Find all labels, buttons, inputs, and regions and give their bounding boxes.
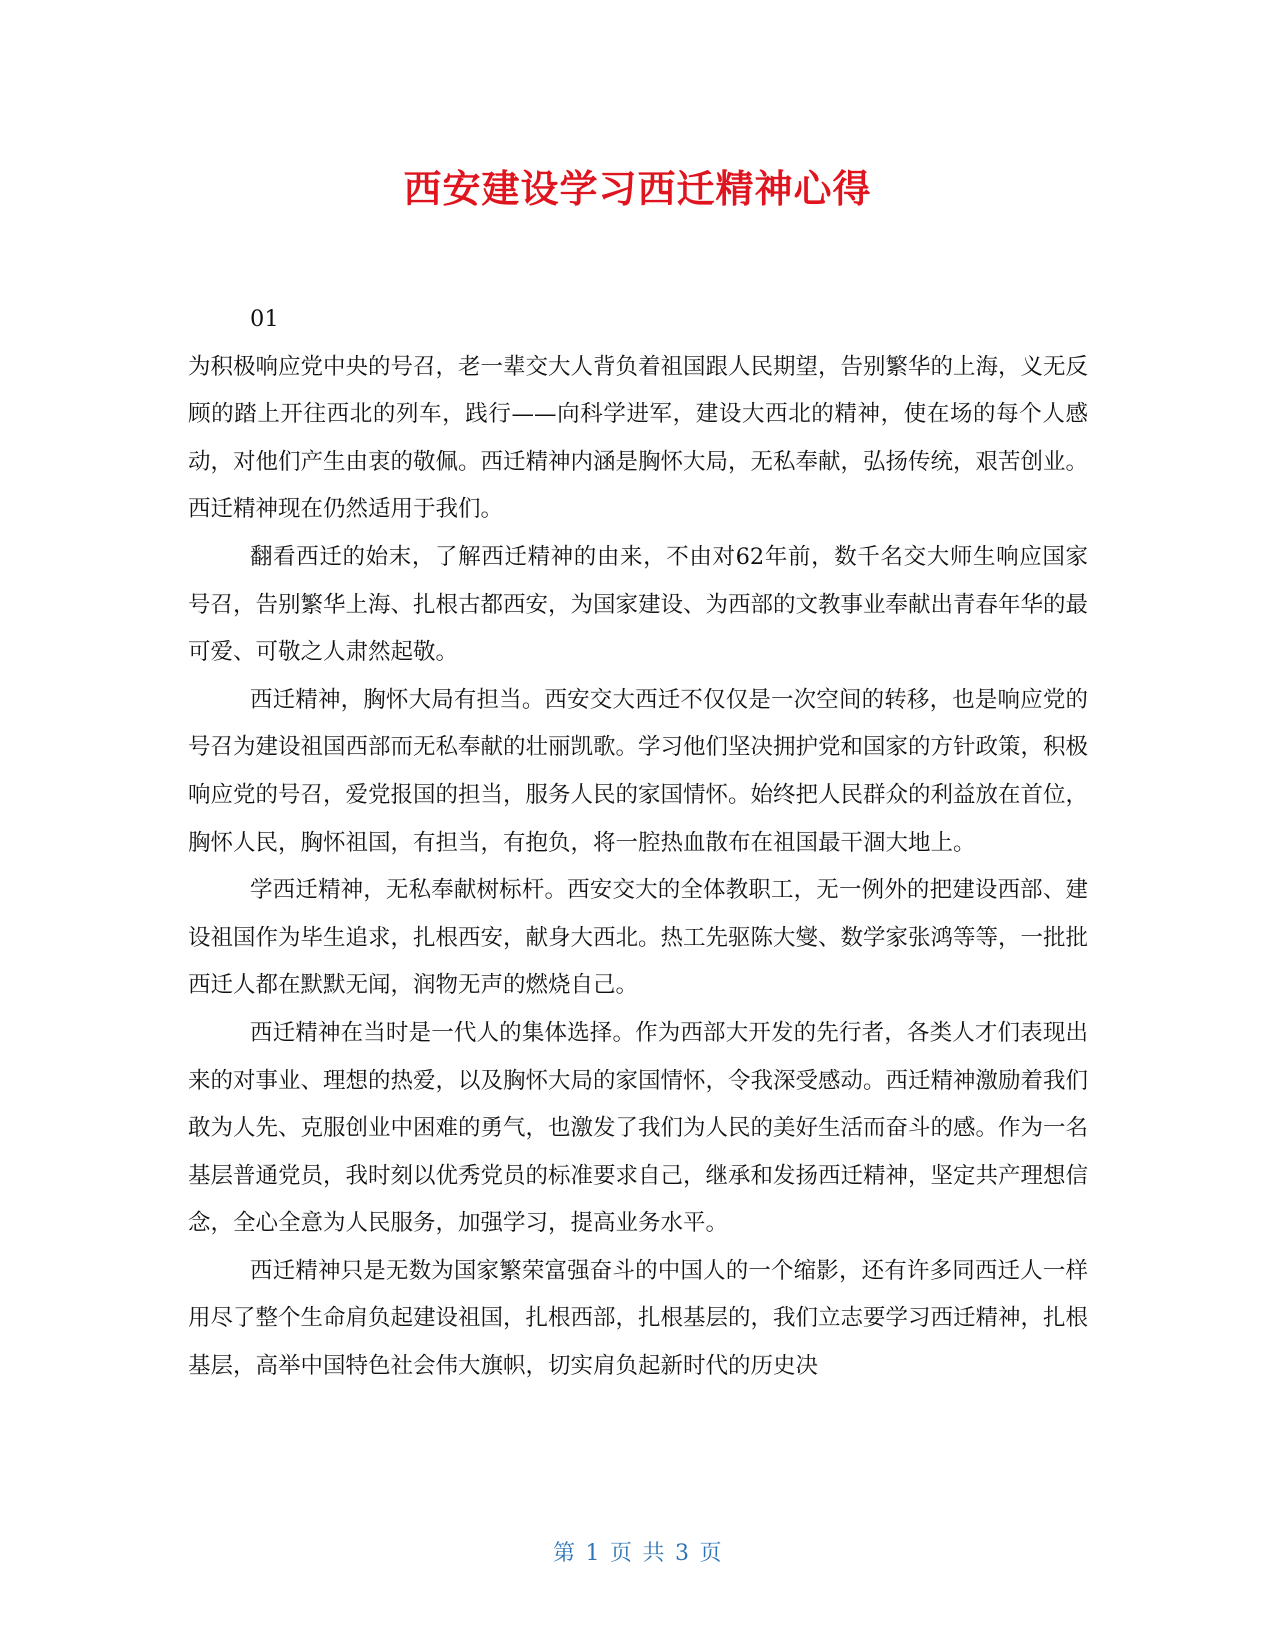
footer-ye2: 页 [699, 1541, 723, 1566]
paragraph-5: 西迁精神在当时是一代人的集体选择。作为西部大开发的先行者，各类人才们表现出来的对事业、理想的热爱，以及胸怀大局的家国情怀，令我深受感动。西迁精神激励着我们敢为人先、克服创业中困难的勇气，也激发了我们为人民的美好生活而奋斗的感。作为一名基层普通党员，我时刻以优秀党员的标准要求自己，继承和发扬西迁精神，坚定共产理想信念，全心全意为人民服务，加强学习，提高业务水平。 [188, 1019, 1089, 1237]
paragraph-3: 西迁精神，胸怀大局有担当。西安交大西迁不仅仅是一次空间的转移，也是响应党的号召为建设祖国西部而无私奉献的壮丽凯歌。学习他们坚决拥护党和国家的方针政策，积极响应党的号召，爱党报国的担当，服务人民的家国情怀。始终把人民群众的利益放在首位，胸怀人民，胸怀祖国，有担当，有抱负，将一腔热血散布在祖国最干涸大地上。 [188, 686, 1089, 856]
paragraph-2: 翻看西迁的始末，了解西迁精神的由来，不由对62年前，数千名交大师生响应国家号召，告别繁华上海、扎根古都西安，为国家建设、为西部的文教事业奉献出青春年华的最可爱、可敬之人肃然起敬。 [188, 543, 1089, 666]
paragraph-6: 西迁精神只是无数为国家繁荣富强奋斗的中国人的一个缩影，还有许多同西迁人一样用尽了整个生命肩负起建设祖国，扎根西部，扎根基层的，我们立志要学习西迁精神，扎根基层，高举中国特色社会伟大旗帜，切实肩负起新时代的历史决 [188, 1257, 1089, 1380]
footer-total-pages: 3 [675, 1541, 690, 1566]
paragraph-4: 学西迁精神，无私奉献树标杆。西安交大的全体教职工，无一例外的把建设西部、建设祖国作为毕生追求，扎根西安，献身大西北。热工先驱陈大燮、数学家张鸿等等，一批批西迁人都在默默无闻，润物无声的燃烧自己。 [188, 877, 1089, 999]
footer-ye: 页 [609, 1541, 633, 1566]
footer-gong: 共 [642, 1541, 666, 1566]
footer-di: 第 [552, 1541, 576, 1566]
document-title: 西安建设学习西迁精神心得 [403, 167, 872, 211]
page-footer [0, 1536, 1275, 1567]
document-body [188, 296, 1088, 1391]
section-number: 01 [250, 306, 279, 332]
paragraph-1: 为积极响应党中央的号召，老一辈交大人背负着祖国跟人民期望，告别繁华的上海，义无反顾的踏上开往西北的列车，践行——向科学进军，建设大西北的精神，使在场的每个人感动，对他们产生由衷的敬佩。西迁精神内涵是胸怀大局，无私奉献，弘扬传统，艰苦创业。西迁精神现在仍然适用于我们。 [188, 353, 1089, 523]
footer-page-number: 1 [585, 1541, 600, 1566]
